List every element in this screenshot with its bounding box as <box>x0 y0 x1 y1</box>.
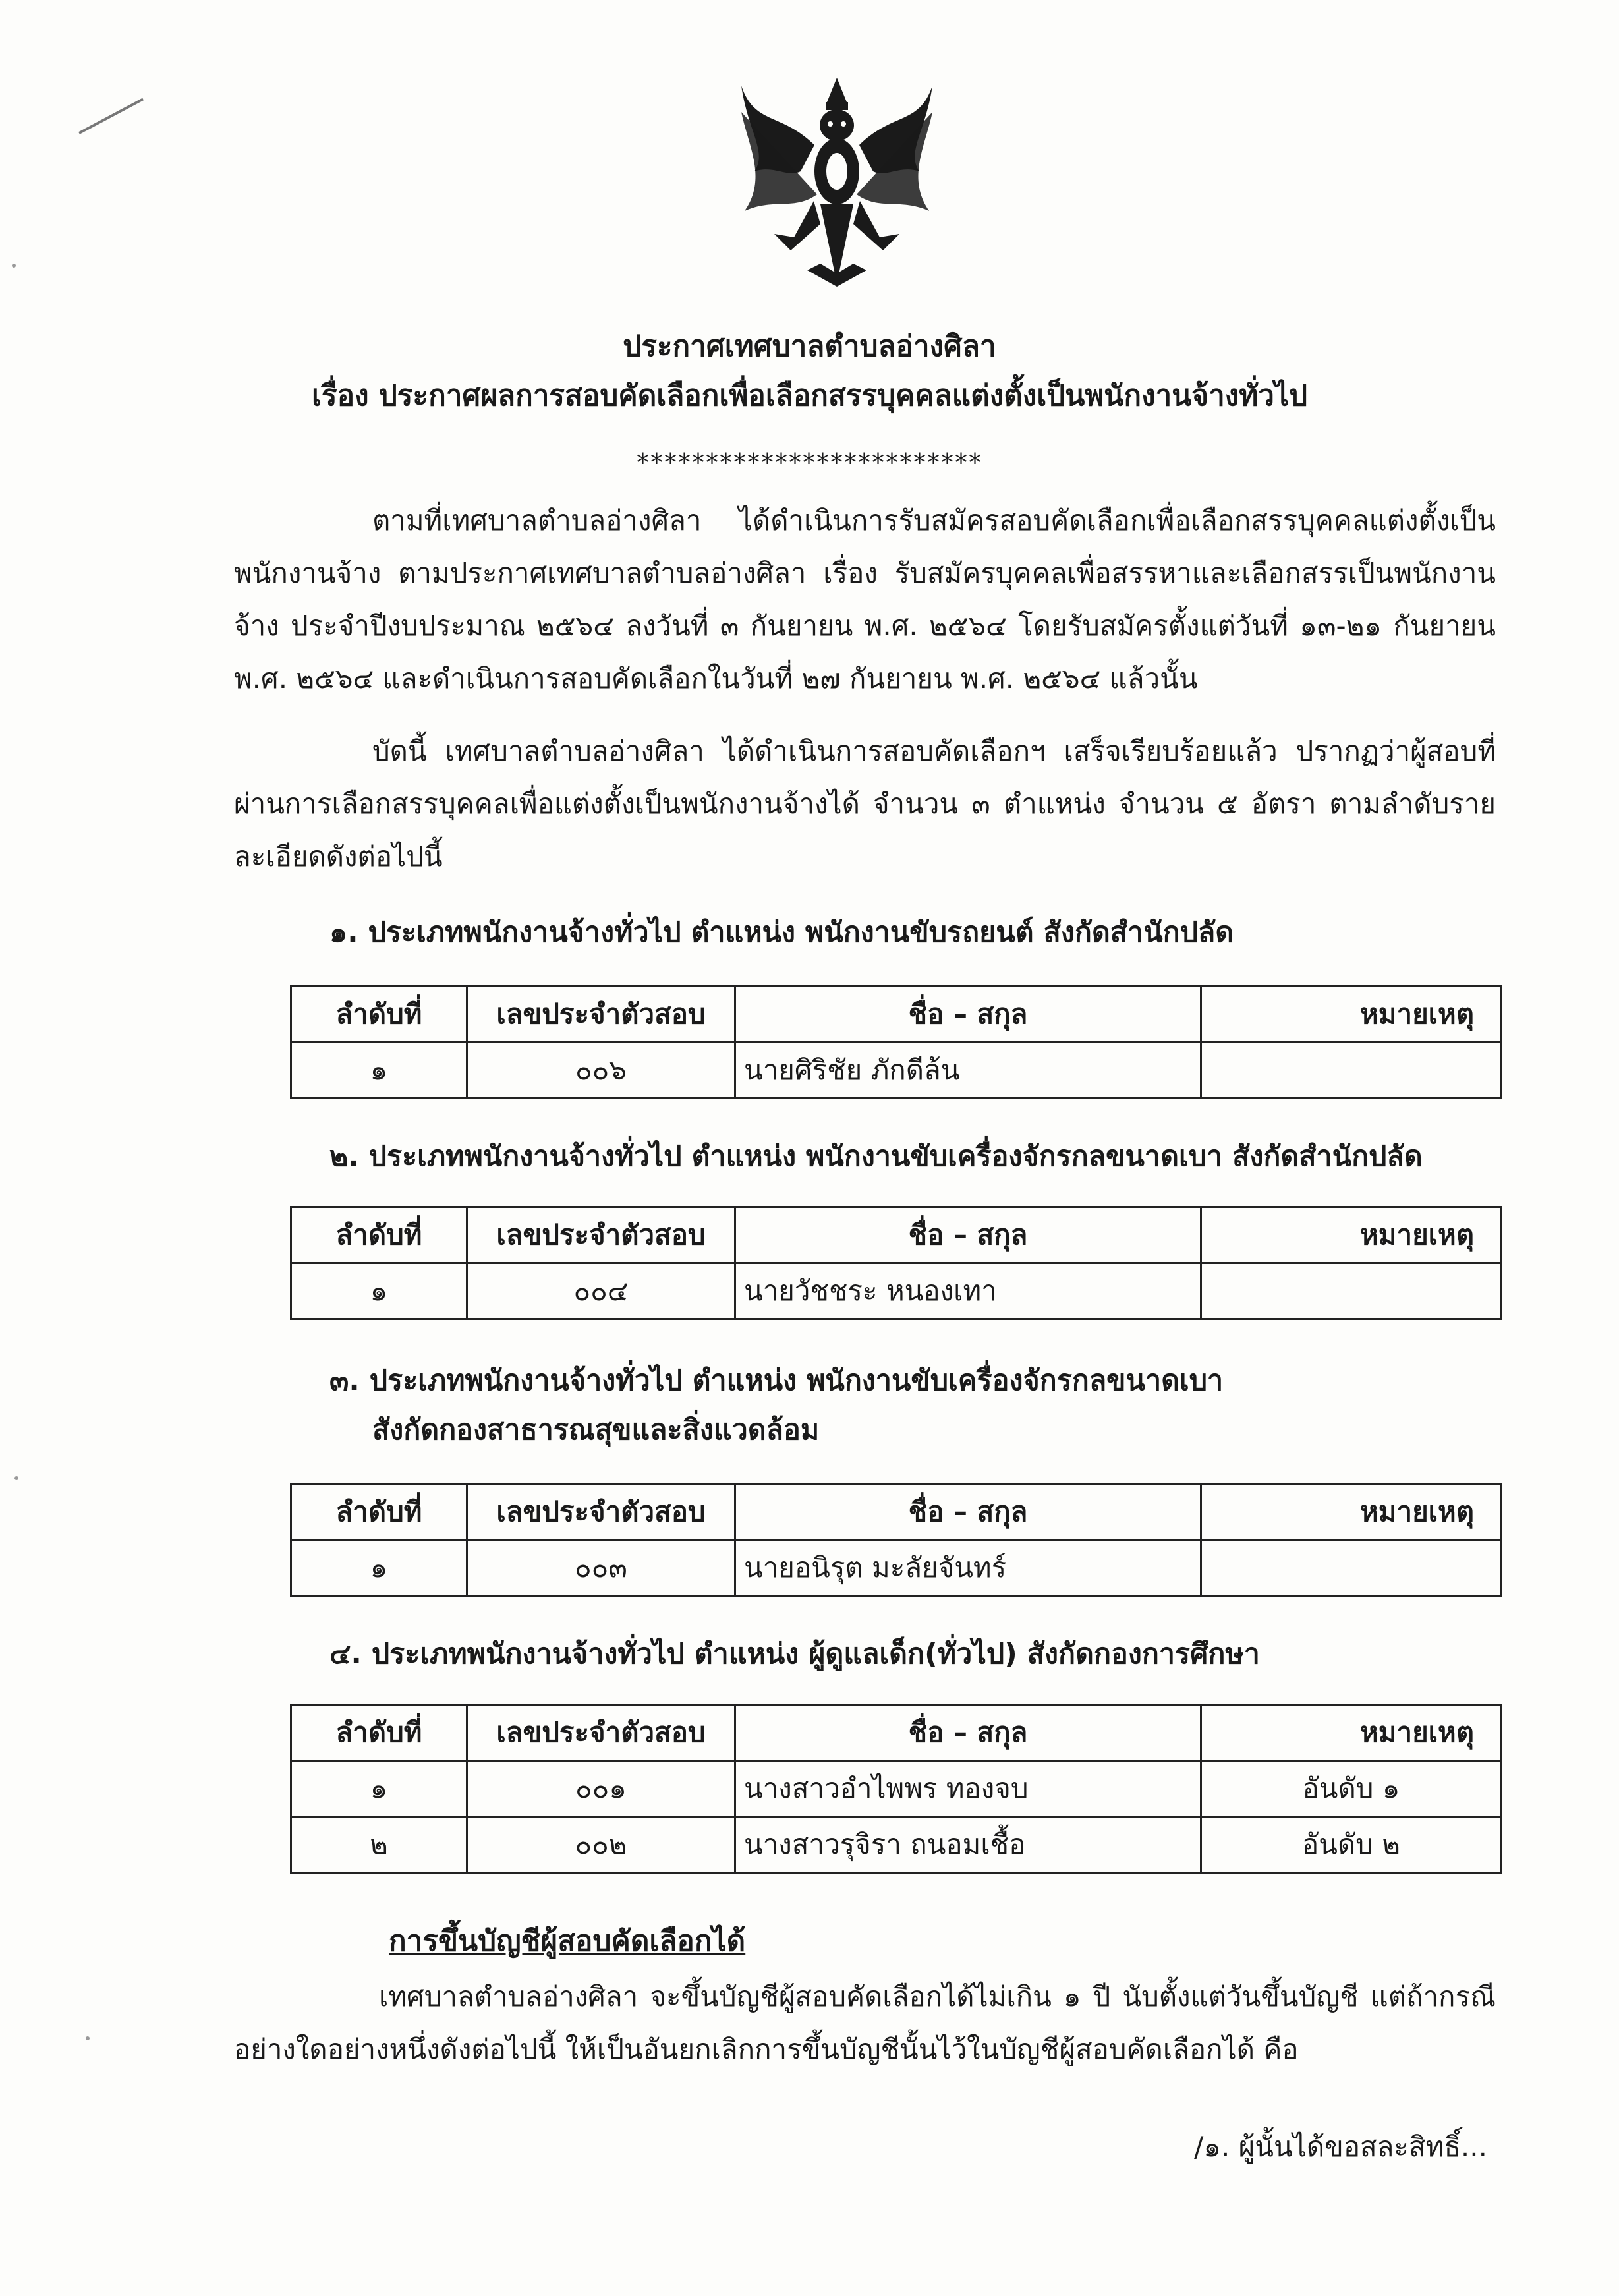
cell-name: นายอนิรุต มะลัยจันทร์ <box>735 1540 1201 1596</box>
table-header-row <box>291 1484 1502 1540</box>
cell-order: ๒ <box>291 1817 467 1873</box>
cell-note <box>1201 1263 1502 1319</box>
cell-note: อันดับ ๒ <box>1201 1817 1502 1873</box>
section-heading-line2: สังกัดกองสาธารณสุขและสิ่งแวดล้อม <box>372 1414 820 1447</box>
cell-exam-id: ๐๐๒ <box>467 1817 735 1873</box>
paragraph-result-text: บัดนี้ เทศบาลตำบลอ่างศิลา ได้ดำเนินการสอบคัดเลือกฯ เสร็จเรียบร้อยแล้ว ปรากฏว่าผู้สอบที่ผ่านการเลือกสรรบุคคลเพื่อแต่งตั้งเป็นพนักงานจ้างได้ จำนวน ๓ ตำแหน่ง จำนวน ๕ อัตรา ตามลำดับรายละเอียดดังต่อไปนี้ <box>234 735 1496 873</box>
cell-order: ๑ <box>291 1540 467 1596</box>
section-heading: ๓. ประเภทพนักงานจ้างทั่วไป ตำแหน่ง พนักงานขับเครื่องจักรกลขนาดเบา <box>329 1364 1224 1397</box>
announcement-title: ประกาศเทศบาลตำบลอ่างศิลา <box>623 330 996 363</box>
column-header: ลำดับที่ <box>291 987 467 1043</box>
table-row <box>291 1540 1502 1596</box>
announcement-subject: เรื่อง ประกาศผลการสอบคัดเลือกเพื่อเลือกสรรบุคคลแต่งตั้งเป็นพนักงานจ้างทั่วไป <box>311 379 1308 413</box>
garuda-emblem-icon <box>728 72 946 290</box>
paragraph-listing-text: เทศบาลตำบลอ่างศิลา จะขึ้นบัญชีผู้สอบคัดเลือกได้ไม่เกิน ๑ ปี นับตั้งแต่วันขึ้นบัญชี แต่ถ้ากรณีอย่างใดอย่างหนึ่งดังต่อไปนี้ ให้เป็นอันยกเลิกการขึ้นบัญชีนั้นไว้ในบัญชีผู้สอบคัดเลือกได้ คือ <box>234 1980 1496 2065</box>
table-header-row <box>291 987 1502 1043</box>
divider-stars: ************************* <box>637 448 982 477</box>
column-header: เลขประจำตัวสอบ <box>467 1484 735 1540</box>
table-row <box>291 1043 1502 1099</box>
cell-name: นางสาวรุจิรา ถนอมเชื้อ <box>735 1817 1201 1873</box>
scan-speck <box>12 264 16 268</box>
column-header: ลำดับที่ <box>291 1207 467 1263</box>
table-header-row <box>291 1207 1502 1263</box>
scan-speck <box>14 1476 18 1480</box>
cell-exam-id: ๐๐๖ <box>467 1043 735 1099</box>
column-header: ชื่อ – สกุล <box>735 1207 1201 1263</box>
cell-note: อันดับ ๑ <box>1201 1761 1502 1817</box>
paragraph-listing <box>234 1970 1496 2076</box>
listing-heading: การขึ้นบัญชีผู้สอบคัดเลือกได้ <box>389 1924 746 1958</box>
paragraph-intro <box>234 494 1496 705</box>
column-header: หมายเหตุ <box>1201 987 1502 1043</box>
column-header: เลขประจำตัวสอบ <box>467 1705 735 1761</box>
column-header: หมายเหตุ <box>1201 1484 1502 1540</box>
cell-name: นายวัชชระ หนองเทา <box>735 1263 1201 1319</box>
column-header: ลำดับที่ <box>291 1484 467 1540</box>
results-table <box>290 985 1502 1099</box>
cell-order: ๑ <box>291 1761 467 1817</box>
column-header: ลำดับที่ <box>291 1705 467 1761</box>
column-header: ชื่อ – สกุล <box>735 1484 1201 1540</box>
cell-order: ๑ <box>291 1263 467 1319</box>
cell-name: นางสาวอำไพพร ทองจบ <box>735 1761 1201 1817</box>
column-header: เลขประจำตัวสอบ <box>467 1207 735 1263</box>
column-header: เลขประจำตัวสอบ <box>467 987 735 1043</box>
scan-speck <box>86 2036 90 2040</box>
paragraph-result <box>234 725 1496 883</box>
table-header-row <box>291 1705 1502 1761</box>
cell-name: นายศิริชัย ภักดีล้น <box>735 1043 1201 1099</box>
results-table <box>290 1704 1502 1874</box>
column-header: หมายเหตุ <box>1201 1207 1502 1263</box>
cell-exam-id: ๐๐๔ <box>467 1263 735 1319</box>
section-heading: ๔. ประเภทพนักงานจ้างทั่วไป ตำแหน่ง ผู้ดูแลเด็ก(ทั่วไป) สังกัดกองการศึกษา <box>329 1638 1260 1671</box>
column-header: ชื่อ – สกุล <box>735 1705 1201 1761</box>
column-header: หมายเหตุ <box>1201 1705 1502 1761</box>
cell-exam-id: ๐๐๑ <box>467 1761 735 1817</box>
cell-exam-id: ๐๐๓ <box>467 1540 735 1596</box>
results-table <box>290 1483 1502 1597</box>
cell-note <box>1201 1540 1502 1596</box>
section-heading: ๑. ประเภทพนักงานจ้างทั่วไป ตำแหน่ง พนักงานขับรถยนต์ สังกัดสำนักปลัด <box>329 916 1234 949</box>
results-table <box>290 1206 1502 1320</box>
column-header: ชื่อ – สกุล <box>735 987 1201 1043</box>
section-heading: ๒. ประเภทพนักงานจ้างทั่วไป ตำแหน่ง พนักงานขับเครื่องจักรกลขนาดเบา สังกัดสำนักปลัด <box>329 1140 1423 1173</box>
cell-order: ๑ <box>291 1043 467 1099</box>
cell-note <box>1201 1043 1502 1099</box>
paragraph-intro-text: ตามที่เทศบาลตำบลอ่างศิลา ได้ดำเนินการรับสมัครสอบคัดเลือกเพื่อเลือกสรรบุคคลแต่งตั้งเป็นพนักงานจ้าง ตามประกาศเทศบาลตำบลอ่างศิลา เรื่อง รับสมัครบุคคลเพื่อสรรหาและเลือกสรรเป็นพนักงานจ้าง ประจำปีงบประมาณ ๒๕๖๔ ลงวันที่ ๓ กันยายน พ.ศ. ๒๕๖๔ โดยรับสมัครตั้งแต่วันที่ ๑๓-๒๑ กันยายน พ.ศ. ๒๕๖๔ และดำเนินการสอบคัดเลือกในวันที่ ๒๗ กันยายน พ.ศ. ๒๕๖๔ แล้วนั้น <box>234 504 1496 695</box>
table-row <box>291 1761 1502 1817</box>
pen-mark <box>78 98 144 134</box>
table-row <box>291 1263 1502 1319</box>
table-row <box>291 1817 1502 1873</box>
continuation-note: /๑. ผู้นั้นได้ขอสละสิทธิ์... <box>1194 2131 1487 2163</box>
